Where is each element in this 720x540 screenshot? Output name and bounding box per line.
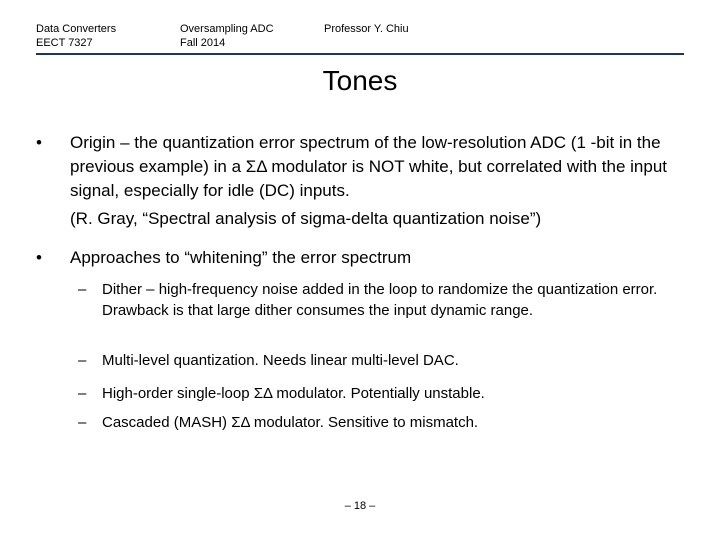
bullet-approaches-text: Approaches to “whitening” the error spectrum [70, 248, 412, 267]
header-instructor-name: Professor Y. Chiu [324, 23, 409, 35]
subitem-multilevel [78, 350, 668, 371]
bullet-marker: • [36, 133, 42, 152]
subitem-dither-text: Dither – high-frequency noise added in the loop to randomize the quantization error. Drawback is that large dither consumes the input dynamic range. [102, 281, 658, 319]
page-number: – 18 – [344, 500, 376, 512]
bullet-origin [36, 131, 684, 231]
subitem-cascaded-text: Cascaded (MASH) ΣΔ modulator. Sensitive to mismatch. [102, 414, 479, 431]
header-course-name: Data Converters [36, 23, 117, 35]
subitem-marker: – [78, 281, 87, 298]
header-course-code: EECT 7327 [36, 37, 93, 49]
header-topic [180, 22, 274, 50]
bullet-origin-text: Origin – the quantization error spectrum of the low-resolution ADC (1 -bit in the previous example) in a ΣΔ modulator is NOT white, but correlated with the input signal, especially for idle (DC) inputs. [70, 133, 668, 200]
subitem-multilevel-text: Multi-level quantization. Needs linear multi-level DAC. [102, 352, 459, 369]
header-instructor [324, 22, 409, 36]
header-divider [36, 53, 684, 55]
subitem-marker: – [78, 352, 87, 369]
subitem-high-order-text: High-order single-loop ΣΔ modulator. Potentially unstable. [102, 385, 485, 402]
header-topic-name: Oversampling ADC [180, 23, 274, 35]
subitem-marker: – [78, 385, 87, 402]
bullet-marker: • [36, 248, 42, 267]
subitem-marker: – [78, 414, 87, 431]
bullet-approaches [36, 246, 684, 270]
header-course [36, 22, 116, 50]
subitem-high-order [78, 383, 668, 404]
slide-title: Tones [322, 65, 398, 96]
bullet-origin-citation: (R. Gray, “Spectral analysis of sigma-delta quantization noise”) [70, 209, 542, 228]
subitem-cascaded [78, 412, 668, 433]
subitem-dither [78, 279, 668, 321]
header-term: Fall 2014 [180, 37, 226, 49]
